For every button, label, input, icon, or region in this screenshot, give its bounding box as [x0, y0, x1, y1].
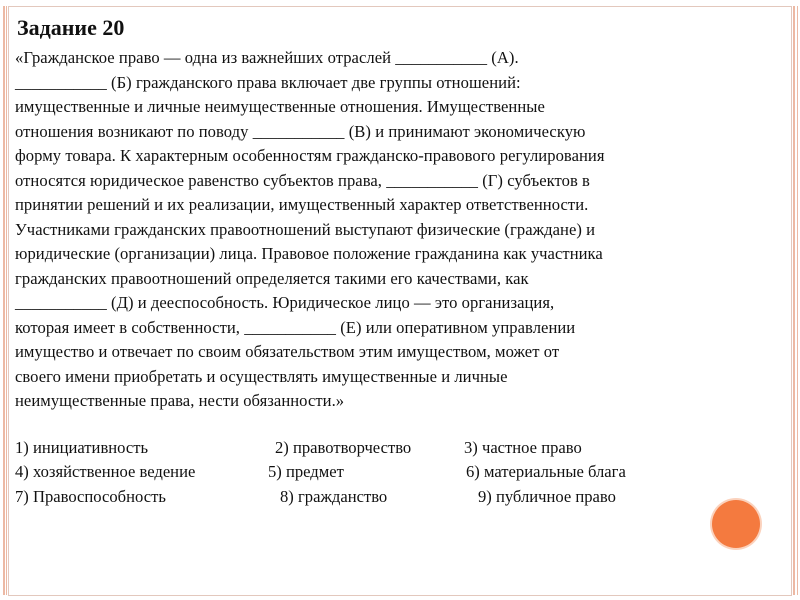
text-line: своего имени приобретать и осуществлять имущественные и личные [15, 366, 508, 386]
option-7: 7) Правоспособность [15, 486, 166, 506]
text-line: которая имеет в собственности, ___________ (Е) или оперативном управлении [15, 317, 576, 337]
option-4: 4) хозяйственное ведение [15, 462, 196, 481]
text-line: имущественные и личные неимущественные отношения. Имущественные [15, 97, 545, 116]
option-6: 6) материальные блага [466, 462, 626, 481]
right-border-line [793, 6, 795, 595]
left-border-line [3, 6, 5, 595]
text-line: отношения возникают по поводу ___________ (В) и принимают экономическую [15, 121, 586, 141]
options-row-2 [15, 460, 775, 485]
option-2: 2) правотворчество [275, 437, 412, 457]
text-line: имущество и отвечает по своим обязательством этим имуществом, может от [15, 342, 560, 361]
text-line: юридические (организации) лица. Правовое положение гражданина как участника [15, 244, 603, 263]
text-line: неимущественные права, нести обязанности.» [15, 391, 345, 410]
text-line: принятии решений и их реализации, имущественный характер ответственности. [15, 195, 589, 214]
option-1: 1) инициативность [15, 437, 149, 457]
text-line: ___________ (Б) гражданского права включает две группы отношений: [15, 72, 521, 92]
option-5: 5) предмет [268, 462, 344, 481]
option-9: 9) публичное право [478, 486, 616, 506]
text-line: ___________ (Д) и дееспособность. Юридическое лицо — это организация, [15, 293, 555, 312]
text-line: Участниками гражданских правоотношений выступают физические (граждане) и [15, 219, 596, 239]
left-border-line-inner [6, 6, 7, 595]
options-row-1 [15, 436, 775, 461]
paragraph-2 [15, 218, 775, 414]
text-line: относятся юридическое равенство субъектов права, ___________ (Г) субъектов в [15, 170, 590, 190]
text-line: «Гражданское право — одна из важнейших отраслей ___________ (А). [15, 48, 519, 67]
answer-options [15, 436, 775, 510]
slide-content [15, 14, 775, 509]
text-line: гражданских правоотношений определяется такими его качествами, как [15, 268, 529, 288]
right-border-line-outer [797, 6, 798, 595]
task-title: Задание 20 [17, 15, 125, 40]
text-line: форму товара. К характерным особенностям гражданско-правового регулирования [15, 146, 605, 165]
option-3: 3) частное право [464, 437, 582, 457]
paragraph-1 [15, 46, 775, 218]
option-8: 8) гражданство [280, 486, 388, 506]
options-row-3 [15, 485, 775, 510]
decorative-circle [712, 500, 760, 548]
